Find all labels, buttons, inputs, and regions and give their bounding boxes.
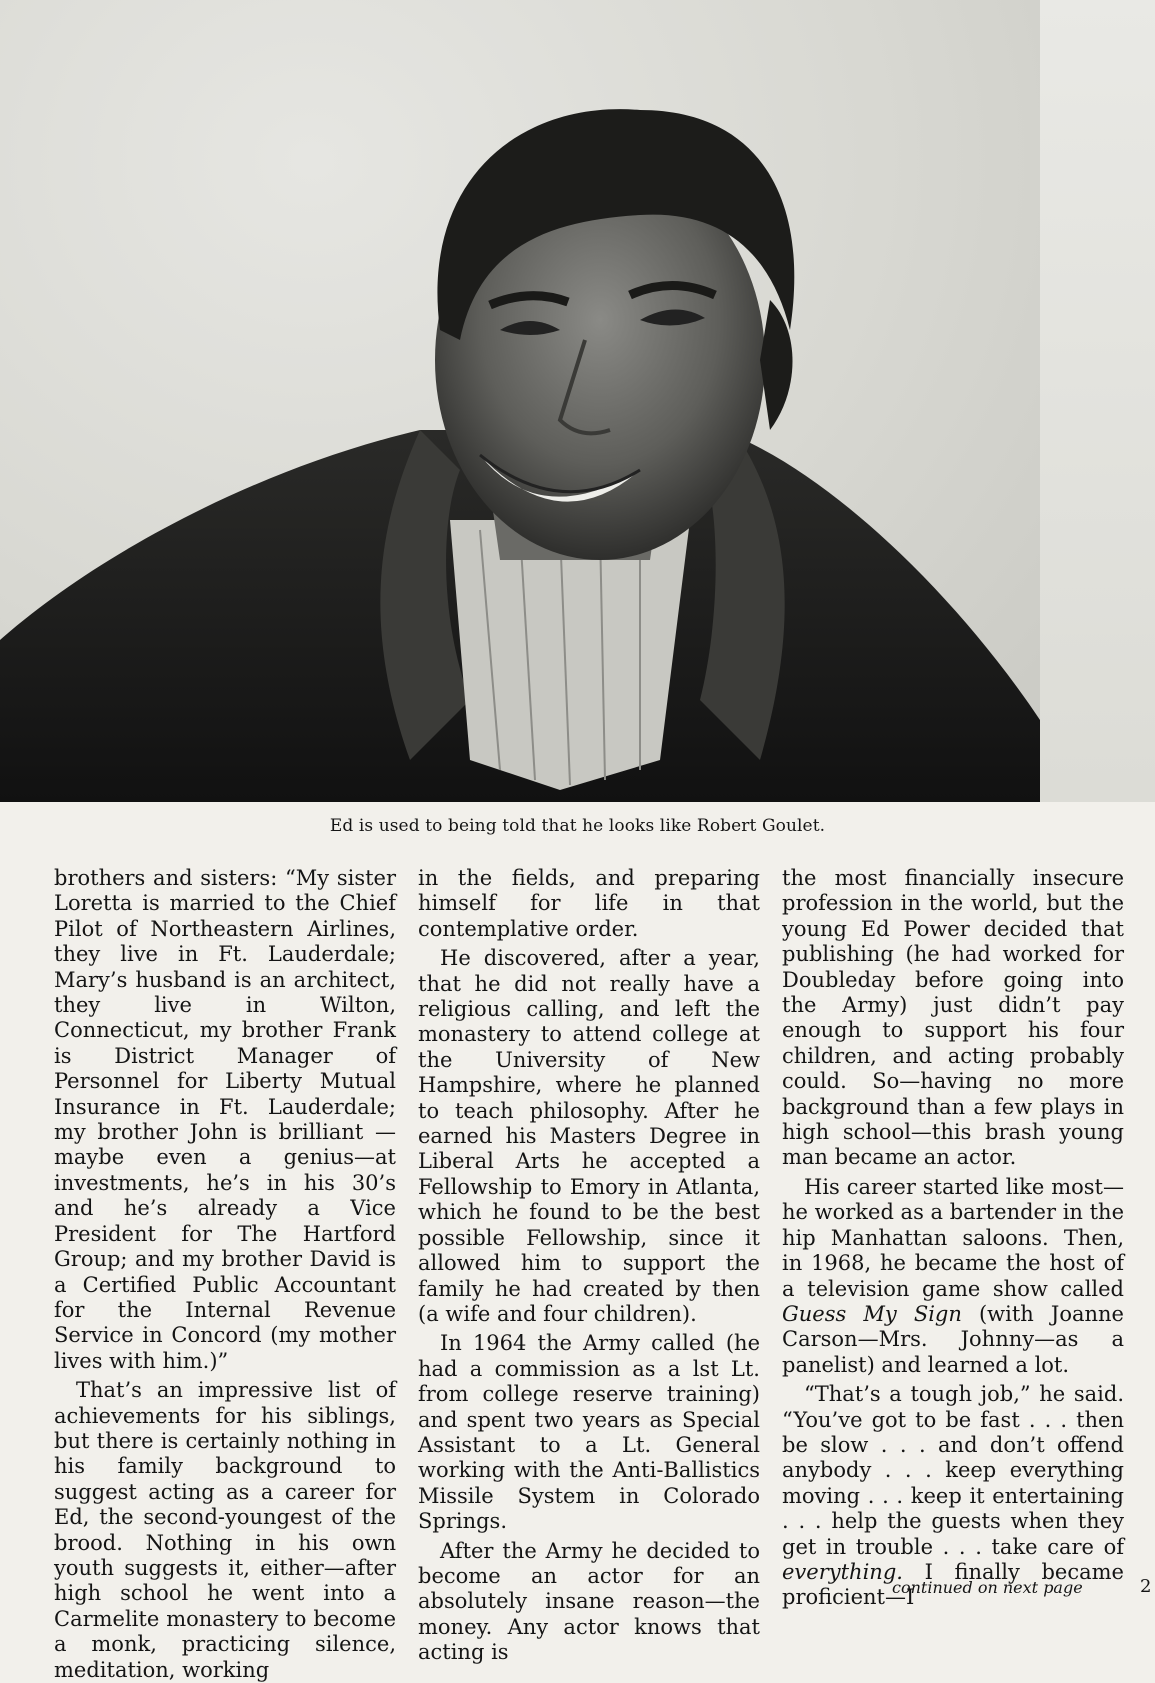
- paragraph: brothers and sisters: “My sister Loretta is married to the Chief Pilot of Northeastern Airlines, they live in Ft. Lauderdale; Mary’s husband is an architect, they live in Wilton, Connecticut, my brother Frank is District Manager of Personnel for Liberty Mutual Insurance in Ft. Lauderdale; my brother John is brilliant —maybe even a genius—at investments, he’s in his 30’s and he’s already a Vice President for The Hartford Group; and my brother David is a Certified Public Accountant for the Internal Revenue Service in Concord (my mother lives with him.)”: [54, 866, 396, 1373]
- emphasis-text: everything.: [782, 1559, 903, 1584]
- article-column-3: [782, 866, 1125, 1610]
- paragraph: [782, 1175, 1124, 1378]
- article-column-1: [54, 866, 396, 1682]
- paragraph: [782, 1382, 1124, 1611]
- paragraph: That’s an impressive list of achievements for his siblings, but there is certainly nothing in his family background to suggest acting as a career for Ed, the second-youngest of the brood. Nothing in his own youth suggests it, either—after high school he went into a Carmelite monastery to become a monk, practicing silence, meditation, working: [54, 1378, 396, 1682]
- photo-background-margin: [1040, 0, 1155, 802]
- paragraph-text: I finally became proficient—I: [782, 1559, 1124, 1610]
- page-number: 2: [1140, 1576, 1152, 1597]
- paragraph: In 1964 the Army called (he had a commission as a lst Lt. from college reserve training) and spent two years as Special Assistant to a Lt. General working with the Anti-Ballistics Missile System in Colorado Springs.: [418, 1331, 760, 1534]
- continued-note: continued on next page: [892, 1578, 1083, 1597]
- portrait-photo: [0, 0, 1040, 802]
- paragraph: He discovered, after a year, that he did not really have a religious calling, and left the monastery to attend college at the University of New Hampshire, where he planned to teach philosophy. After he earned his Masters Degree in Liberal Arts he accepted a Fellowship to Emory in Atlanta, which he found to be the best possible Fellowship, since it allowed him to support the family he had created by then (a wife and four children).: [418, 946, 760, 1326]
- paragraph: After the Army he decided to become an actor for an absolutely insane reason—the money. Any actor knows that acting is: [418, 1538, 760, 1665]
- paragraph: in the fields, and preparing himself for life in that contemplative order.: [418, 866, 760, 941]
- paragraph: the most financially insecure profession in the world, but the young Ed Power decided that publishing (he had worked for Doubleday before going into the Army) just didn’t pay enough to support his four children, and acting probably could. So—having no more background than a few plays in high school—this brash young man became an actor.: [782, 866, 1124, 1170]
- article-column-2: [418, 866, 760, 1665]
- article-body: [54, 866, 1125, 1682]
- paragraph-text: His career started like most—he worked as a bartender in the hip Manhattan saloons. Then, in 1968, he became the host of a television game show called: [782, 1174, 1125, 1301]
- paragraph-text: “That’s a tough job,” he said. “You’ve got to be fast . . . then be slow . . . and don’t offend anybody . . . keep everything moving . . . keep it entertaining . . . help the guests when they get in trouble . . . take care of: [782, 1382, 1124, 1559]
- portrait-illustration: [0, 0, 1040, 802]
- photo-caption: Ed is used to being told that he looks like Robert Goulet.: [329, 816, 826, 836]
- show-title: Guess My Sign: [782, 1301, 962, 1326]
- paragraph-text: (with Joanne Carson—Mrs. Johnny—as a panelist) and learned a lot.: [782, 1301, 1124, 1377]
